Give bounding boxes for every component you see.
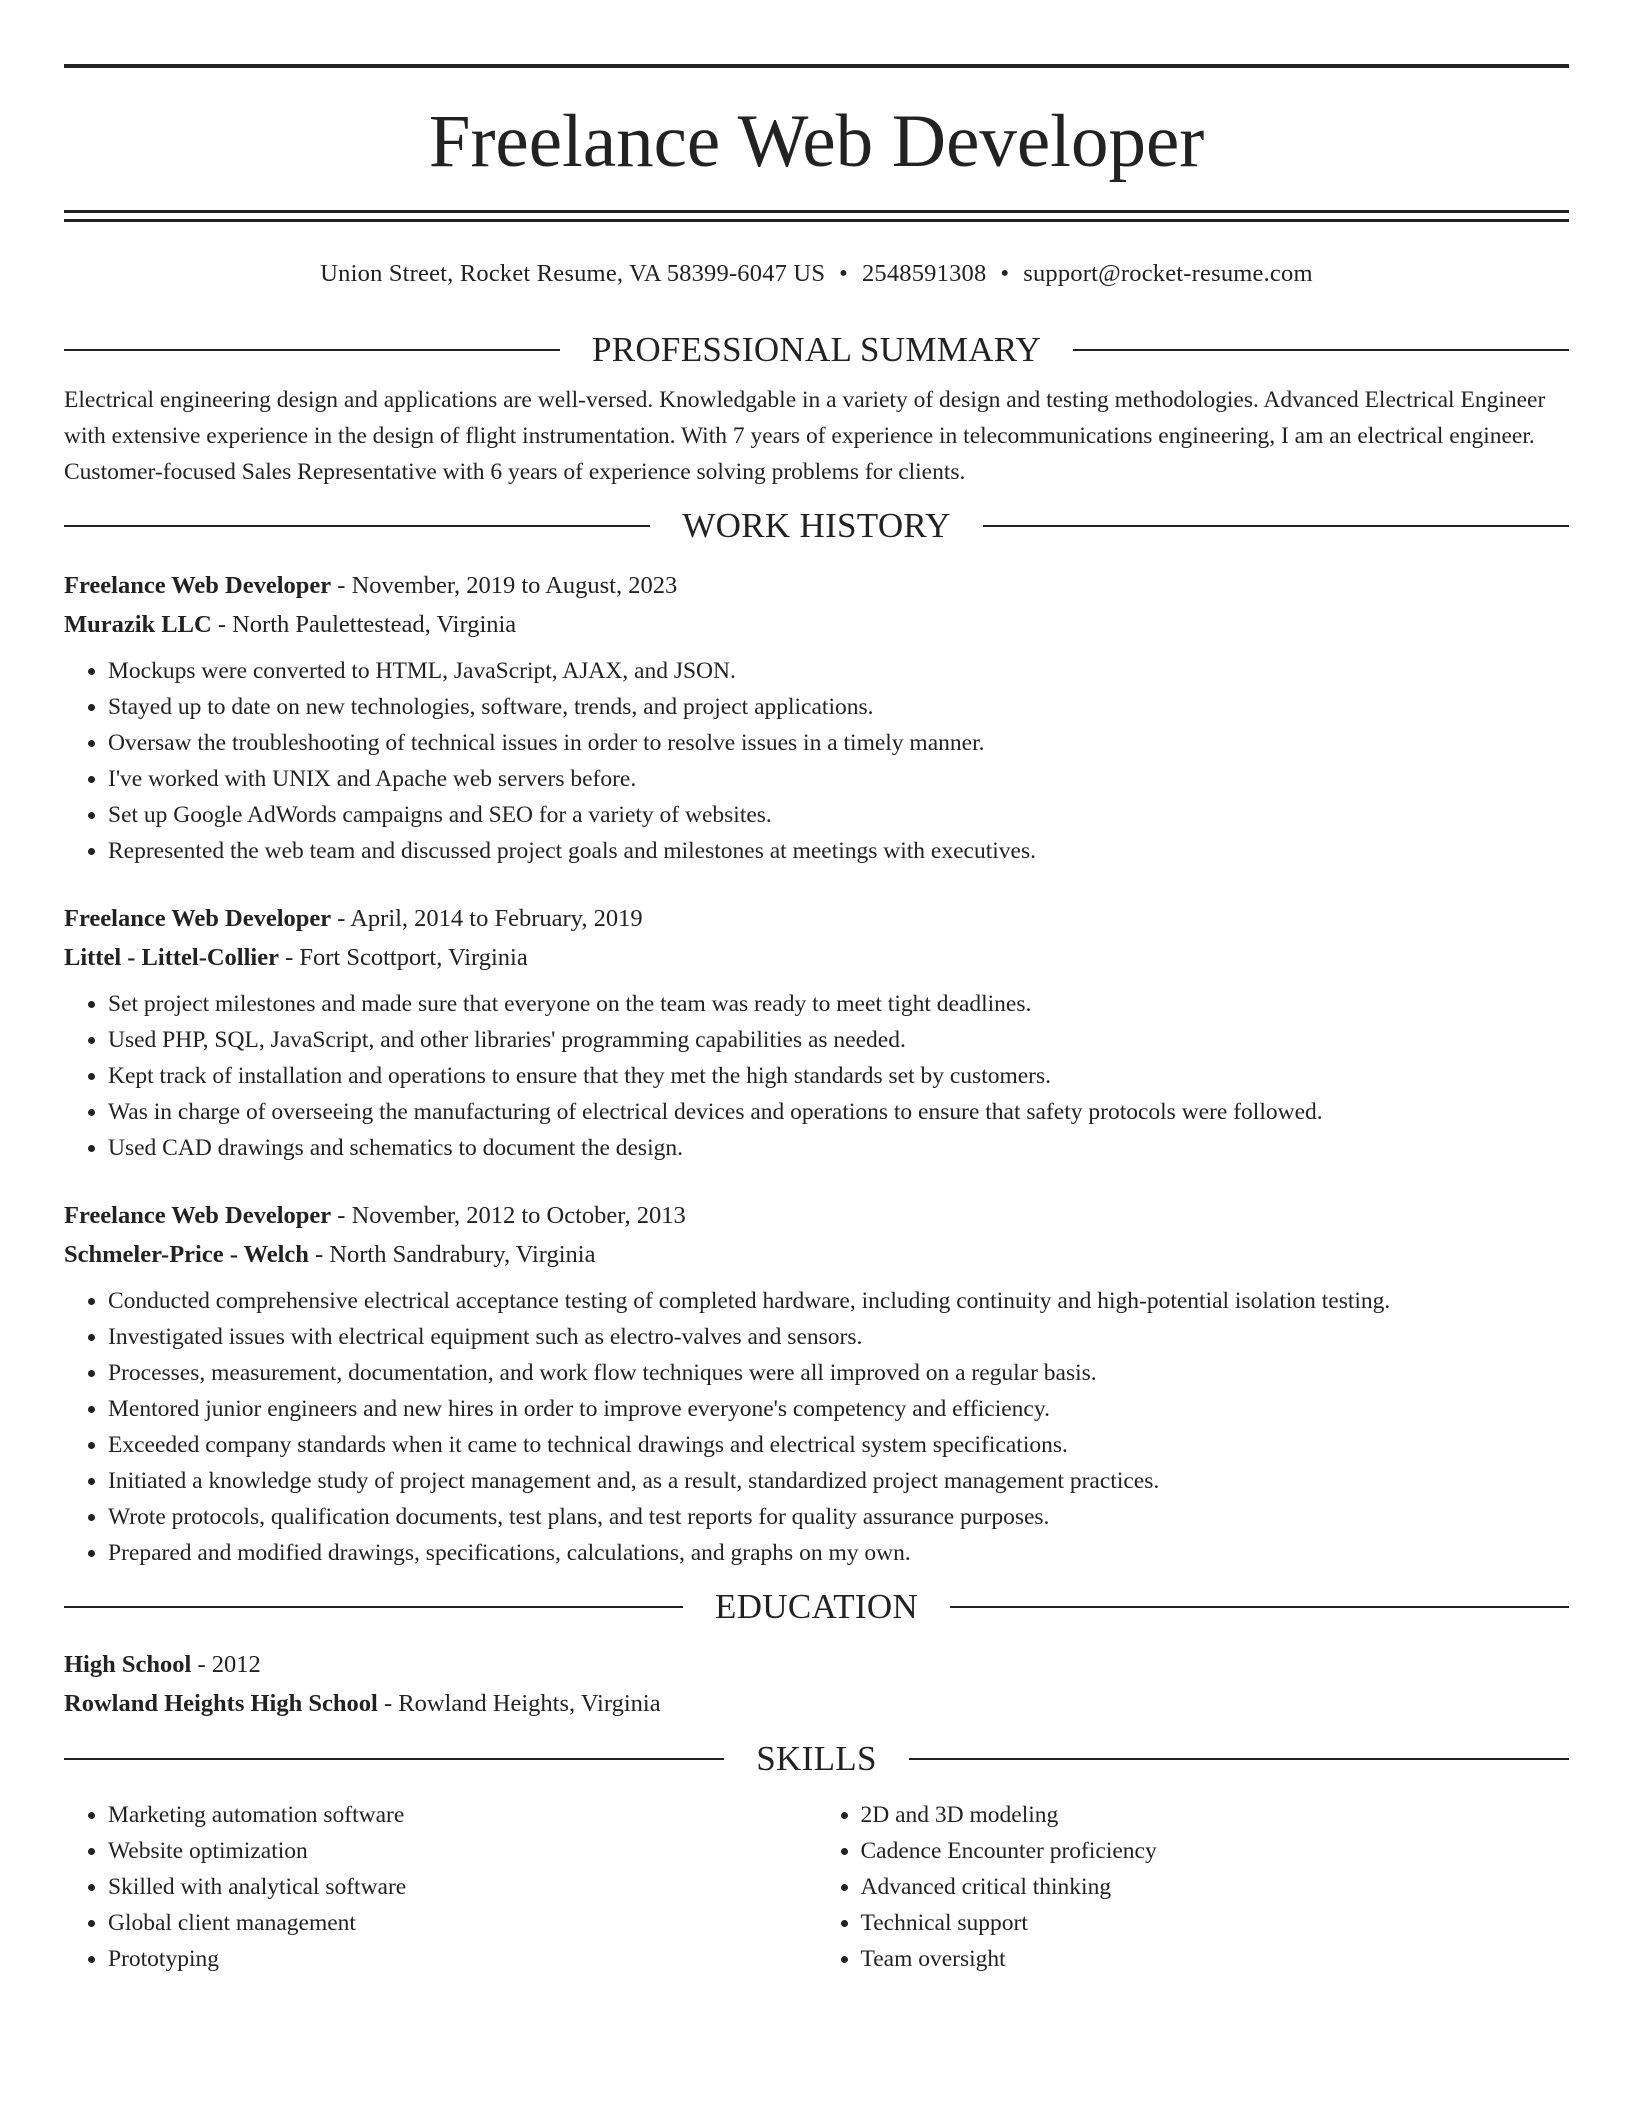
section-title: PROFESSIONAL SUMMARY — [591, 330, 1042, 369]
education-degree-line — [64, 1645, 1569, 1684]
divider-line — [64, 525, 650, 527]
divider-line — [64, 349, 560, 351]
job-title: Freelance Web Developer — [64, 1202, 332, 1229]
list-item: • Conducted comprehensive electrical acceptance testing of completed hardware, including continuity and high-potential isolation testing. — [108, 1283, 1569, 1319]
job-company-line — [64, 938, 1569, 977]
list-item: • Used CAD drawings and schematics to document the design. — [108, 1130, 1569, 1166]
contact-separator: • — [1000, 260, 1010, 287]
list-item: • Wrote protocols, qualification documents, test plans, and test reports for quality assurance purposes. — [108, 1499, 1569, 1535]
divider-line — [983, 525, 1569, 527]
list-item: • Website optimization — [108, 1833, 817, 1869]
job-bullets — [64, 653, 1569, 869]
list-item: • Investigated issues with electrical equipment such as electro-valves and sensors. — [108, 1319, 1569, 1355]
divider-line — [950, 1606, 1569, 1608]
job-title: Freelance Web Developer — [64, 905, 332, 932]
job-title-line — [64, 899, 1569, 938]
education-school-line — [64, 1684, 1569, 1723]
list-item: • Mentored junior engineers and new hires in order to improve everyone's competency and efficiency. — [108, 1391, 1569, 1427]
divider-line — [64, 1758, 724, 1760]
skills-list — [64, 1797, 1569, 1977]
list-item: • Oversaw the troubleshooting of technical issues in order to resolve issues in a timely manner. — [108, 725, 1569, 761]
resume-name: Freelance Web Developer — [428, 100, 1205, 183]
education-entry — [64, 1645, 1569, 1723]
education-year: - 2012 — [191, 1651, 261, 1678]
job-entry — [64, 899, 1569, 1166]
list-item: • I've worked with UNIX and Apache web servers before. — [108, 761, 1569, 797]
job-company-line — [64, 1235, 1569, 1274]
list-item: • Set project milestones and made sure that everyone on the team was ready to meet tight deadlines. — [108, 986, 1569, 1022]
job-company: Littel - Littel-Collier — [64, 944, 279, 971]
contact-separator: • — [839, 260, 848, 287]
divider-line — [1073, 349, 1569, 351]
section-title: WORK HISTORY — [682, 506, 951, 545]
job-location: - Fort Scottport, Virginia — [278, 944, 528, 971]
list-item: • 2D and 3D modeling — [861, 1797, 1570, 1833]
summary-text: Electrical engineering design and applications are well-versed. Knowledgable in a variety of design and testing methodologies. Advanced Electrical Engineer with extensive experience in the design of flight instrumentation. With 7 years of experience in telecommunications engineering, I am an electrical engineer. Customer-focused Sales Representative with 6 years of experience solving problems for clients. — [64, 387, 1546, 485]
list-item: • Prototyping — [108, 1941, 817, 1977]
list-item: • Mockups were converted to HTML, JavaScript, AJAX, and JSON. — [108, 653, 1569, 689]
list-item: • Initiated a knowledge study of project management and, as a result, standardized project management practices. — [108, 1463, 1569, 1499]
skills-column-right — [817, 1797, 1570, 1977]
job-bullets — [64, 986, 1569, 1166]
section-heading-skills — [64, 1739, 1569, 1779]
divider-line — [64, 1606, 683, 1608]
education-school: Rowland Heights High School — [64, 1690, 378, 1717]
job-bullets — [64, 1283, 1569, 1571]
list-item: • Exceeded company standards when it came to technical drawings and electrical system specifications. — [108, 1427, 1569, 1463]
education-location: - Rowland Heights, Virginia — [377, 1690, 661, 1717]
job-entry — [64, 566, 1569, 869]
list-item: • Used PHP, SQL, JavaScript, and other libraries' programming capabilities as needed. — [108, 1022, 1569, 1058]
list-item: • Advanced critical thinking — [861, 1869, 1570, 1905]
list-item: • Kept track of installation and operations to ensure that they met the high standards set by customers. — [108, 1058, 1569, 1094]
contact-phone: 2548591308 — [861, 260, 987, 287]
section-title: EDUCATION — [715, 1587, 918, 1626]
list-item: • Technical support — [861, 1905, 1570, 1941]
name-double-rule — [64, 210, 1569, 222]
list-item: • Skilled with analytical software — [108, 1869, 817, 1905]
job-title-line — [64, 1196, 1569, 1235]
list-item: • Represented the web team and discussed project goals and milestones at meetings with executives. — [108, 833, 1569, 869]
job-dates: - April, 2014 to February, 2019 — [331, 905, 643, 932]
top-rule — [64, 64, 1569, 68]
job-dates: - November, 2019 to August, 2023 — [331, 572, 678, 599]
list-item: • Was in charge of overseeing the manufacturing of electrical devices and operations to ensure that safety protocols were followed. — [108, 1094, 1569, 1130]
job-location: - North Paulettestead, Virginia — [211, 611, 517, 638]
divider-line — [909, 1758, 1569, 1760]
education-degree: High School — [64, 1651, 192, 1678]
list-item: • Marketing automation software — [108, 1797, 817, 1833]
skills-column-left — [64, 1797, 817, 1977]
contact-email: support@rocket-resume.com — [1023, 260, 1313, 287]
job-title-line — [64, 566, 1569, 605]
contact-line — [64, 260, 1569, 296]
list-item: • Global client management — [108, 1905, 817, 1941]
job-company: Murazik LLC — [64, 611, 212, 638]
list-item: • Stayed up to date on new technologies, software, trends, and project applications. — [108, 689, 1569, 725]
section-title: SKILLS — [756, 1739, 877, 1778]
list-item: • Team oversight — [861, 1941, 1570, 1977]
job-company-line — [64, 605, 1569, 644]
job-company: Schmeler-Price - Welch — [64, 1241, 309, 1268]
list-item: • Processes, measurement, documentation, and work flow techniques were all improved on a regular basis. — [108, 1355, 1569, 1391]
section-heading-work — [64, 506, 1569, 546]
job-location: - North Sandrabury, Virginia — [308, 1241, 596, 1268]
contact-address: Union Street, Rocket Resume, VA 58399-6047 US — [320, 260, 826, 287]
section-heading-education — [64, 1587, 1569, 1627]
list-item: • Set up Google AdWords campaigns and SEO for a variety of websites. — [108, 797, 1569, 833]
section-heading-summary — [64, 330, 1569, 370]
job-entry — [64, 1196, 1569, 1571]
job-dates: - November, 2012 to October, 2013 — [331, 1202, 686, 1229]
list-item: • Cadence Encounter proficiency — [861, 1833, 1570, 1869]
job-title: Freelance Web Developer — [64, 572, 332, 599]
list-item: • Prepared and modified drawings, specifications, calculations, and graphs on my own. — [108, 1535, 1569, 1571]
